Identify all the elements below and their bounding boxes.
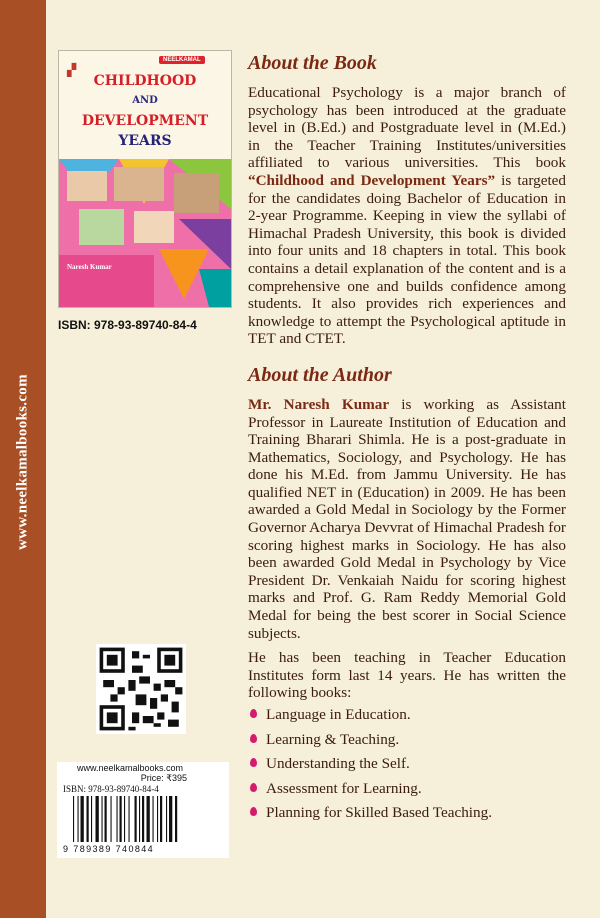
spine-website: www.neelkamalbooks.com	[14, 374, 31, 550]
drop-bullet-icon	[250, 734, 257, 743]
book-title-highlight: “Childhood and Development Years”	[248, 171, 496, 189]
barcode	[71, 796, 215, 842]
list-item	[248, 731, 566, 749]
cover-title-line2: AND	[132, 95, 158, 106]
drop-bullet-icon	[250, 758, 257, 767]
list-item	[248, 804, 566, 822]
books-list	[248, 706, 566, 822]
book-item-label: Language in Education.	[266, 706, 411, 723]
barcode-box	[57, 762, 229, 858]
cover-title-line1: CHILDHOOD	[93, 73, 197, 89]
book-item-label: Planning for Skilled Based Teaching.	[266, 804, 493, 822]
about-book-paragraph	[248, 84, 566, 348]
author-bio-text: is working as Assistant Professor in Laureate Institution of Education and Training Bharari Shimla. He is a post-graduate in Mathematics, Sociology, and Psychology. He has done his M.Ed. from Jammu University. He has qualified NET in (Education) in 2009. He has been awarded a Gold Medal in Sociology by the Former Governor Acharya Devvrat of Himachal Pradesh for scoring highest marks in Sociology. He has also been awarded Gold Medal in Psychology by Vice President Dr. Venkaiah Naidu for scoring highest marks and Prof. G. Ram Reddy Memorial Gold Medal for being the best scorer in Social Science subjects.	[248, 395, 566, 642]
drop-bullet-icon	[250, 783, 257, 792]
cover-brand: NEELKAMAL	[159, 56, 205, 64]
drop-bullet-icon	[250, 709, 257, 718]
author-bio-paragraph	[248, 396, 566, 642]
cover-title-line4: YEARS	[118, 133, 172, 149]
about-book-text-2: is targeted for the candidates doing Bachelor of Education in 2-year Programme. Keeping in view the syllabi of Himachal Pradesh University, this book is divided into four units and 18 chapters in total. This book contains a detail explanation of the content and is a comprehensive one and builds confidence among students. It also provides rich experiences and knowledge to attempt the Psychological aptitude in TET and CTET.	[248, 171, 566, 348]
author-teaching-paragraph: He has been teaching in Teacher Education Institutes form last 14 years. He has written the following books:	[248, 649, 566, 702]
about-author-heading: About the Author	[248, 363, 392, 386]
barcode-website: www.neelkamalbooks.com	[77, 763, 184, 773]
barcode-digits: 9 789389 740844	[63, 844, 155, 854]
book-item-label: Understanding the Self.	[266, 755, 410, 773]
list-item	[248, 755, 566, 773]
drop-bullet-icon	[250, 807, 257, 816]
qr-code	[96, 644, 186, 734]
isbn-text: ISBN: 978-93-89740-84-4	[58, 318, 197, 332]
back-cover-text	[248, 52, 566, 829]
publisher-logo-icon: ▞	[67, 63, 77, 77]
author-name: Mr. Naresh Kumar	[248, 395, 390, 413]
front-cover-thumbnail	[58, 50, 232, 308]
book-item-label: Learning & Teaching.	[266, 730, 400, 748]
about-book-text-1: Educational Psychology is a major branch of psychology has been introduced at the graduate level in (B.Ed.) and Postgraduate level in (M.Ed.) in the Teacher Training Institutes/universities affiliated to various universities. This book	[248, 84, 566, 172]
list-item	[248, 780, 566, 798]
barcode-isbn: ISBN: 978-93-89740-84-4	[63, 784, 159, 794]
spine-band	[0, 0, 46, 918]
about-book-heading: About the Book	[248, 52, 377, 74]
cover-artwork	[59, 159, 231, 307]
cover-author: Naresh Kumar	[67, 263, 112, 271]
barcode-price: Price: ₹395	[140, 773, 187, 783]
book-item-label: Assessment for Learning.	[266, 779, 422, 797]
cover-title	[59, 71, 231, 151]
cover-title-line3: DEVELOPMENT	[81, 113, 209, 129]
list-item	[248, 706, 566, 724]
